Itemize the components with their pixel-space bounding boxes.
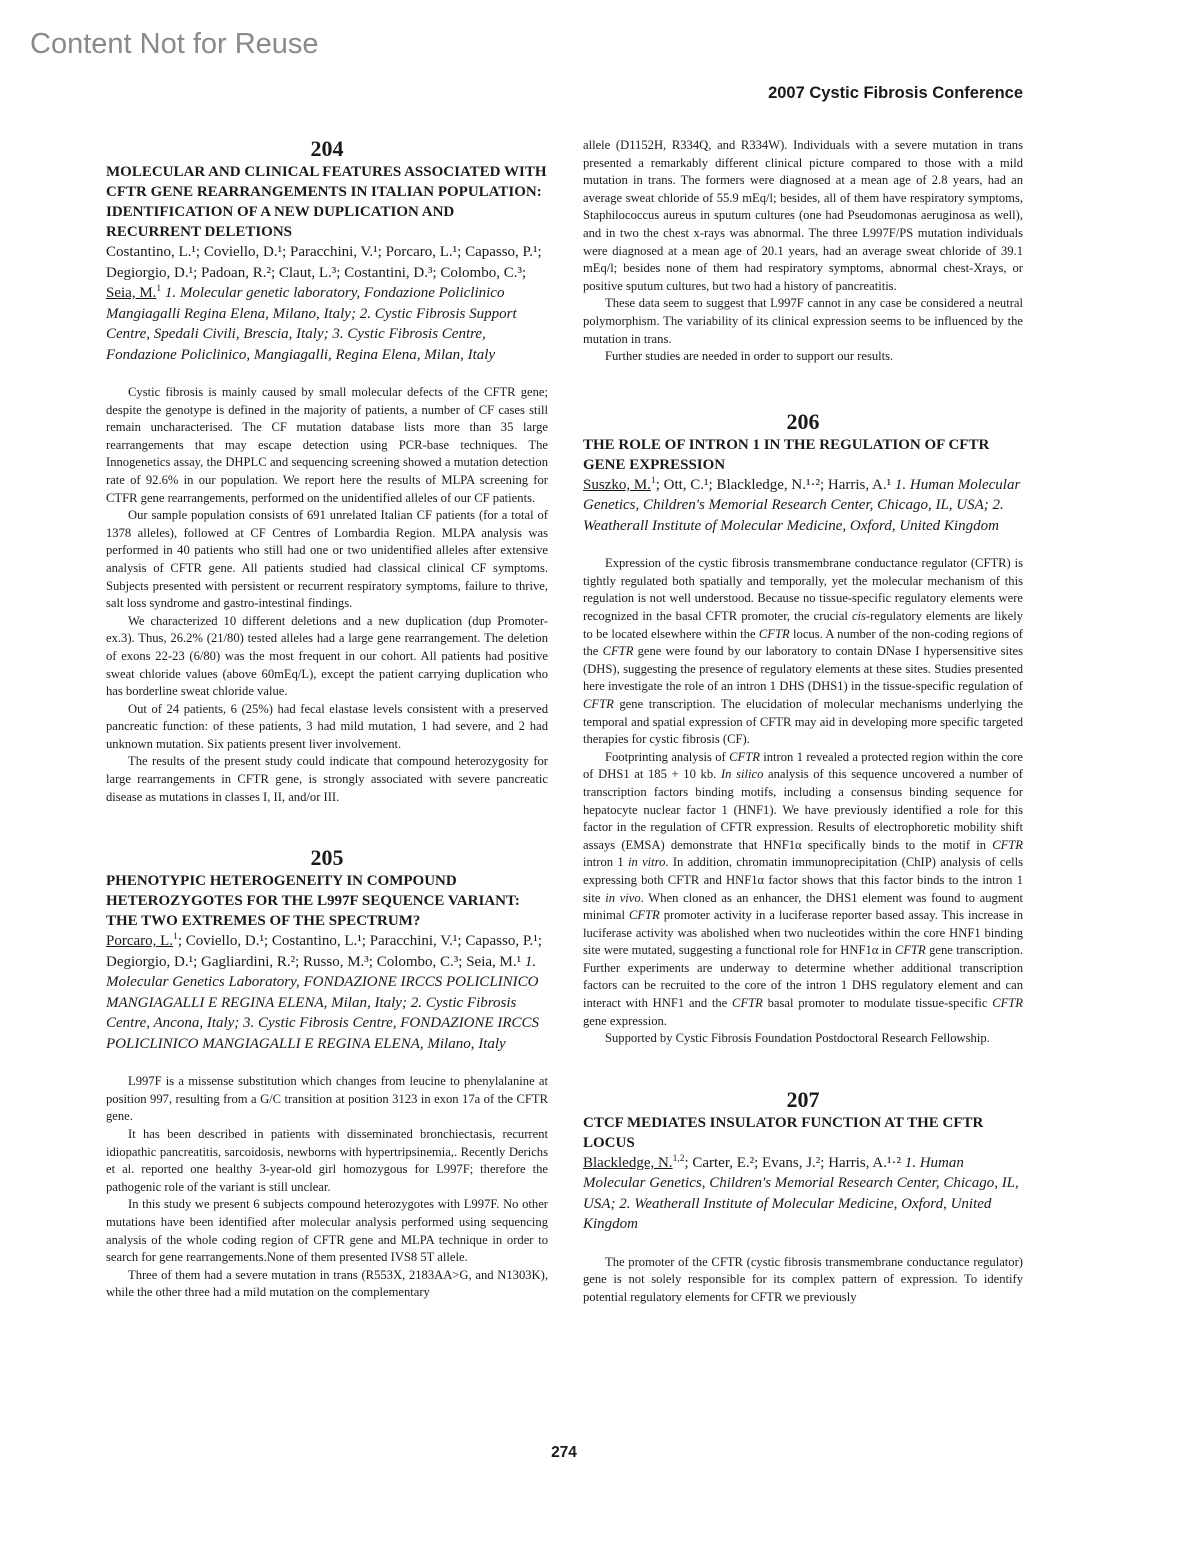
running-head: 2007 Cystic Fibrosis Conference bbox=[768, 84, 1023, 102]
paragraph: allele (D1152H, R334Q, and R334W). Individuals with a severe mutation in trans presented a remarkably different clinical picture compared to those with a mild mutation in trans. The formers were diagnosed at a mean age of 2.8 years, had an average sweat chloride of 55.9 mEq/l; besides, all of them have respiratory symptoms, Staphilococcus aureus in sputum cultures (one had Pseudomonas aeruginosa as well), and in two the chest x-rays was abnormal. The three L997F/PS mutation individuals were diagnosed at a mean age of 20.1 years, had an average sweat chloride of 39.1 mEq/l; besides none of them had respiratory symptoms, abnormal chest-Xrays, or positive sputum cultures, but two had a history of pancreatitis. bbox=[583, 138, 1023, 293]
paragraph: Further studies are needed in order to support our results. bbox=[605, 349, 894, 364]
paragraph: Footprinting analysis of CFTR intron 1 revealed a protected region within the core of DHS1 at 185 + 10 kb. In silico analysis of this sequence uncovered a number of transcription factors binding motifs, including a consensus binding sequence for hepatocyte nuclear factor 1 (HNF1). We have previously identified a role for this factor in the regulation of CFTR expression. Results of electrophoretic mobility shift assays (EMSA) demonstrate that HNF1α specifically binds to the motif in CFTR intron 1 in vitro. In addition, chromatin immunoprecipitation (ChIP) analysis of cells expressing both CFTR and HNF1α factor shows that this factor binds to the intron 1 site in vivo. When cloned as an enhancer, the DHS1 element was found to augment minimal CFTR promoter activity in a luciferase reporter based assay. This increase in luciferase activity was abolished when two nucleotides within the core HNF1 binding site were mutated, suggesting a functional role for HNF1α in CFTR gene transcription. Further experiments are underway to determine whether additional transcription factors can be recruited to the core of the intron 1 DHS regulatory element and can interact with HNF1 and the CFTR basal promoter to modulate tissue-specific CFTR gene expression. bbox=[583, 749, 1024, 1028]
page-number: 274 bbox=[551, 1444, 577, 1461]
presenter-affiliation-sup: 1,2 bbox=[672, 1153, 685, 1164]
presenter-affiliation-sup: 1 bbox=[173, 932, 178, 943]
abstract-body bbox=[106, 384, 548, 806]
authors: ; Coviello, D.¹; Costantino, L.¹; Paracchini, V.¹; Capasso, P.¹; Degiorgio, D.¹; Gagliardini, R.²; Russo, M.³; Colombo, C.³; Seia, M.¹ bbox=[106, 933, 542, 970]
affiliations: 1. Human Molecular Genetics, Children's Memorial Research Center, Chicago, IL, USA; 2. Weatherall Institute of Molecular Medicine, Oxford, United Kingdom bbox=[583, 1154, 1019, 1233]
presenting-author: Porcaro, L. bbox=[106, 933, 174, 950]
authors: ; Carter, E.²; Evans, J.²; Harris, A.¹·² bbox=[684, 1154, 901, 1171]
presenting-author: Suszko, M. bbox=[583, 476, 651, 493]
right-column bbox=[583, 137, 1023, 1307]
abstract-number: 204 bbox=[310, 136, 344, 161]
abstract-207 bbox=[583, 1088, 1023, 1307]
paragraph: It has been described in patients with disseminated bronchiectasis, recurrent idiopathic pancreatitis, sarcoidosis, newborns with hypertripsinemia,. Recently Derichs et al. reported one healthy 3-year-old girl homozygous for L997F; therefore the pathogenic role of the variant is still unclear. bbox=[106, 1127, 548, 1194]
abstract-byline bbox=[106, 242, 548, 365]
abstract-205 bbox=[106, 846, 548, 1302]
abstract-number: 207 bbox=[786, 1086, 820, 1112]
authors: ; Ott, C.¹; Blackledge, N.¹·²; Harris, A.¹ bbox=[655, 476, 892, 493]
abstract-number: 206 bbox=[786, 408, 820, 434]
abstract-body bbox=[106, 1073, 548, 1302]
paragraph: We characterized 10 different deletions and a new duplication (dup Promoter-ex.3). Thus, 26.2% (21/80) tested alleles had a large gene rearrangement. The deletion of exons 22-23 (6/80) was the most frequent in our cohort. All patients had positive sweat chloride values (above 60mEq/L), except the patient carrying duplication who has borderline sweat chloride value. bbox=[106, 613, 548, 699]
paragraph: The promoter of the CFTR (cystic fibrosis transmembrane conductance regulator) gene is not solely responsible for its complex pattern of expression. To identify potential regulatory elements for CFTR we previously bbox=[583, 1254, 1023, 1305]
abstract-205-continuation bbox=[583, 137, 1023, 366]
affiliations: 1. Molecular genetic laboratory, Fondazione Policlinico Mangiagalli Regina Elena, Milano, Italy; 2. Cystic Fibrosis Support Centre, Spedali Civili, Brescia, Italy; 3. Cystic Fibrosis Centre, Fondazione Policlinico, Mangiagalli, Regina Elena, Milan, Italy bbox=[106, 285, 517, 363]
abstract-206 bbox=[583, 410, 1023, 1048]
abstract-204 bbox=[106, 137, 548, 806]
paragraph: Our sample population consists of 691 unrelated Italian CF patients (for a total of 1378 alleles), followed at CF Centres of Lombardia Region. MLPA analysis was performed in 40 patients who still had one or two unidentified alleles after extensive analysis of CFTR gene. All patients studied had classical clinical CF symptoms. Subjects presented with persistent or recurrent respiratory symptoms, failure to thrive, salt loss syndrome and gastro-intestinal findings. bbox=[106, 508, 548, 611]
watermark: Content Not for Reuse bbox=[30, 28, 319, 60]
paragraph: Cystic fibrosis is mainly caused by small molecular defects of the CFTR gene; despite the genotype is defined in the majority of patients, a number of CF cases still remain uncharacterised. The CF mutation database lists more than 35 large rearrangements that may escape detection using PCR-base techniques. The Innogenetics assay, the DHPLC and sequencing screening showed a mutation detection rate of 92.6% in our population. We report here the results of MLPA screening for CTFR gene rearrangements, performed on the unidentified alleles of our CF patients. bbox=[106, 385, 548, 505]
authors: Costantino, L.¹; Coviello, D.¹; Paracchini, V.¹; Porcaro, L.¹; Capasso, P.¹; Degiorgio, D.¹; Padoan, R.²; Claut, L.³; Costantini, D.³; Colombo, C.³; bbox=[106, 244, 542, 281]
abstract-title: THE ROLE OF INTRON 1 IN THE REGULATION OF CFTR GENE EXPRESSION bbox=[583, 436, 990, 473]
abstract-title: MOLECULAR AND CLINICAL FEATURES ASSOCIATED WITH CFTR GENE REARRANGEMENTS IN ITALIAN POPULATION: IDENTIFICATION OF A NEW DUPLICATION AND RECURRENT DELETIONS bbox=[106, 164, 547, 240]
left-column bbox=[106, 137, 548, 1302]
paragraph: The results of the present study could indicate that compound heterozygosity for large rearrangements in CFTR gene, is strongly associated with severe pancreatic disease as mutations in classes I, II, and/or III. bbox=[106, 754, 548, 804]
paragraph: Three of them had a severe mutation in trans (R553X, 2183AA>G, and N1303K), while the other three had a mild mutation on the complementary bbox=[106, 1267, 548, 1300]
paragraph: Supported by Cystic Fibrosis Foundation Postdoctoral Research Fellowship. bbox=[605, 1031, 990, 1046]
presenting-author: Seia, M. bbox=[106, 285, 157, 301]
abstract-byline bbox=[583, 475, 1023, 537]
affiliations: 1. Molecular Genetics Laboratory, FONDAZIONE IRCCS POLICLINICO MANGIAGALLI E REGINA ELENA, Milan, Italy; 2. Cystic Fibrosis Centre, Ancona, Italy; 3. Cystic Fibrosis Centre, FONDAZIONE IRCCS POLICLINICO MANGIAGALLI E REGINA ELENA, Milano, Italy bbox=[106, 953, 540, 1052]
abstract-title: CTCF MEDIATES INSULATOR FUNCTION AT THE CFTR LOCUS bbox=[583, 1114, 984, 1151]
abstract-title: PHENOTYPIC HETEROGENEITY IN COMPOUND HETEROZYGOTES FOR THE L997F SEQUENCE VARIANT: THE TWO EXTREMES OF THE SPECTRUM? bbox=[106, 873, 520, 930]
abstract-body bbox=[583, 555, 1023, 1048]
presenter-affiliation-sup: 1 bbox=[650, 475, 656, 486]
abstract-byline bbox=[583, 1153, 1023, 1235]
paragraph: Out of 24 patients, 6 (25%) had fecal elastase levels consistent with a preserved pancreatic function: of these patients, 3 had mild mutation, 1 had severe, and 2 had unknown mutation. Six patients present liver involvement. bbox=[106, 701, 548, 751]
presenter-affiliation-sup: 1 bbox=[156, 284, 162, 294]
paragraph: Expression of the cystic fibrosis transmembrane conductance regulator (CFTR) is tightly regulated both spatially and temporally, yet the molecular mechanism of this regulation is not well understood. Because no tissue-specific regulatory elements were recognized in the basal CFTR promoter, the crucial cis-regulatory elements are likely to be located elsewhere within the CFTR locus. A number of the non-coding regions of the CFTR gene were found by our laboratory to contain DNase I hypersensitive sites (DHS), suggesting the presence of regulatory elements at these sites. Studies presented here investigate the role of an intron 1 DHS (DHS1) in the tissue-specific regulation of CFTR gene transcription. The elucidation of molecular mechanisms underlying the temporal and spatial expression of CFTR may aid in developing more specific targeted therapies for cystic fibrosis (CF). bbox=[583, 556, 1023, 747]
paragraph: In this study we present 6 subjects compound heterozygotes with L997F. No other mutations have been identified after molecular analysis performed using sequencing analysis of the whole coding region of CFTR gene and MLPA technique in order to search for gene rearrangements.None of them presented IVS8 5T allele. bbox=[106, 1197, 548, 1265]
affiliations: 1. Human Molecular Genetics, Children's Memorial Research Center, Chicago, IL, USA; 2. Weatherall Institute of Molecular Medicine, Oxford, United Kingdom bbox=[583, 476, 1021, 534]
presenting-author: Blackledge, N. bbox=[583, 1154, 673, 1171]
abstract-number: 205 bbox=[310, 845, 344, 871]
paragraph: L997F is a missense substitution which changes from leucine to phenylalanine at position 997, resulting from a G/C transition at position 3123 in exon 17a of the CFTR gene. bbox=[106, 1074, 548, 1124]
abstract-byline bbox=[106, 931, 548, 1054]
paragraph: These data seem to suggest that L997F cannot in any case be considered a neutral polymorphism. The variability of its clinical expression seems to be influenced by the mutation in trans. bbox=[583, 296, 1023, 346]
abstract-body bbox=[583, 1254, 1023, 1307]
